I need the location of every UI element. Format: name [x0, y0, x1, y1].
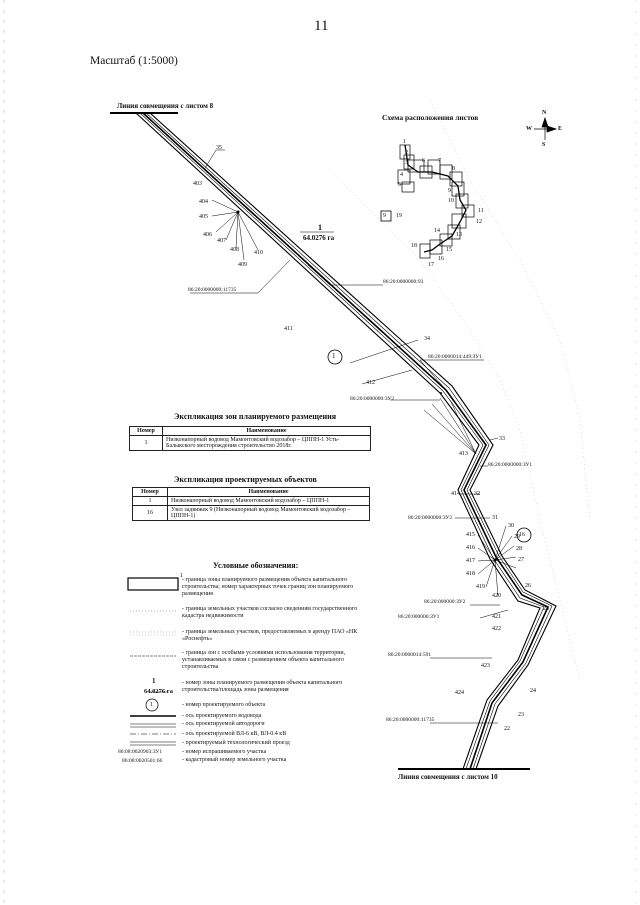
parcel-label: 86:20:0000000:ЗУ2 — [408, 515, 453, 521]
point-label: 414 — [451, 491, 460, 497]
parcel-label: 86:20:0000014:591 — [388, 652, 432, 658]
legend-item: - номер зоны планируемого размещения объекта капитального строительства/площадь зоны размещения — [182, 680, 343, 693]
sheet-number: 8 — [452, 166, 455, 172]
legend-item: - граница зон с особыми условиями использования территории, устанавливаемых в связи с размещением объекта капитального строительства — [182, 650, 346, 670]
point-label: 408 — [230, 247, 239, 253]
bottom-match-label: Линия совмещения с листом 10 — [398, 773, 498, 781]
parcel-label: 86:20:0000000:ЗУ2 — [350, 396, 395, 402]
zone-table-header: Номер — [130, 427, 163, 436]
point-label: 422 — [492, 626, 501, 632]
parcel-label: 86:20:0000000:ЗУ1 — [488, 462, 533, 468]
sheet-number: 16 — [438, 256, 444, 262]
point-label: 29 — [514, 534, 520, 540]
point-label: 413 — [459, 451, 468, 457]
compass-e: E — [558, 126, 563, 132]
sheet-number: 14 — [434, 228, 440, 234]
point-label: 23 — [518, 712, 524, 718]
sheet-number: 9 — [448, 188, 451, 194]
legend-item: - номер проектируемого объекта — [182, 702, 266, 708]
scheme-legend-number: 19 — [396, 213, 402, 219]
point-label: 31 — [492, 515, 498, 521]
sheet-number: 7 — [438, 158, 441, 164]
table-cell: Низконапорный водовод Мамонтовский водозабор – ЦППН-1 — [168, 497, 370, 506]
table-row — [133, 506, 370, 521]
parcel-label: 86:20:000000:ЗУ1 — [398, 614, 440, 620]
objects-table-header: Номер — [133, 488, 168, 497]
legend-item: - кадастровый номер земельного участка — [182, 757, 287, 763]
point-label: 424 — [455, 690, 464, 696]
zone-area: 64.0276 га — [303, 234, 335, 242]
point-label: 419 — [476, 584, 485, 590]
point-label: 411 — [284, 326, 293, 332]
point-label: 34 — [424, 336, 430, 342]
point-label: 417 — [466, 558, 475, 564]
parcel-label: 86:20:000000:ЗУ2 — [424, 599, 466, 605]
point-label: 406 — [203, 232, 212, 238]
point-label: 405 — [199, 214, 208, 220]
table-cell: 16 — [133, 506, 168, 521]
point-label: 33 — [499, 436, 505, 442]
legend-sample-zone-num: 1 — [152, 677, 156, 685]
legend-item: - ось проектируемой автодороги — [182, 721, 265, 727]
point-label: 421 — [492, 614, 501, 620]
point-label: 415 — [466, 532, 475, 538]
point-label: 418 — [466, 571, 475, 577]
page-number: 11 — [314, 18, 329, 34]
point-label: 24 — [530, 688, 536, 694]
table-row — [133, 497, 370, 506]
point-label: 412 — [366, 380, 375, 386]
legend-item: - граница земельных участков согласно сведениям государственного кадастра недвижимости — [182, 606, 358, 619]
legend-sample-cadastral: 86:08:0020501:66 — [122, 758, 163, 764]
sheet-number: 4 — [400, 172, 403, 178]
sheet-number: 18 — [411, 243, 417, 249]
parcel-label: 86:20:0000014:449:ЗУ1 — [428, 354, 482, 360]
zone-number: 1 — [318, 223, 322, 232]
sheet-number: 1 — [403, 139, 406, 145]
sheet-number: 12 — [476, 219, 482, 225]
legend-sample-point: 1 — [180, 573, 183, 579]
object-marker-label: 16 — [519, 532, 525, 538]
point-label: 25 — [543, 606, 549, 612]
point-label: 22 — [504, 726, 510, 732]
sheet-number: 13 — [456, 232, 462, 238]
sheet-number: 11 — [478, 208, 484, 214]
point-label: 416 — [466, 545, 475, 551]
sheet-number: 15 — [446, 247, 452, 253]
point-label: 35 — [216, 145, 222, 151]
point-label: 420 — [492, 593, 501, 599]
scale-label: Масштаб (1:5000) — [90, 55, 178, 67]
legend-item: - граница зоны планируемого размещения объекта капитального строительства; номер характерных точек границ зон планируемого размещения — [182, 577, 354, 597]
table-cell: Низконапорный водовод Мамонтовский водозабор – ЦППН-1 Усть-Балыкского месторождения строительство 2018г. — [163, 436, 371, 451]
compass-n: N — [542, 110, 547, 116]
top-match-label: Линия совмещения с листом 8 — [117, 102, 214, 110]
legend-item: - ось проектируемого водовода — [182, 713, 262, 719]
parcel-label: 86:20:0000000:11735 — [188, 287, 237, 293]
point-label: 32 — [474, 491, 480, 497]
point-label: 28 — [516, 546, 522, 552]
scheme-legend-box: 9 — [383, 213, 386, 219]
legend-item: - ось проектируемой ВЛ-6 кВ, ВЛ-0.4 кВ — [182, 731, 287, 737]
sheet-number: 10 — [448, 198, 454, 204]
sheet-scheme — [381, 145, 474, 258]
point-label: 407 — [217, 238, 226, 244]
legend-item: - номер испрашиваемого участка — [182, 749, 267, 755]
parcel-label: 86:20:0000000:93 — [383, 279, 424, 285]
compass — [534, 118, 556, 140]
point-label: 403 — [193, 181, 202, 187]
sheet-number: 17 — [428, 262, 434, 268]
compass-s: S — [542, 142, 546, 148]
zone-table-title: Экспликация зон планируемого размещения — [174, 412, 337, 421]
zone-table-header: Наименование — [163, 427, 371, 436]
parcel-label: 86:20:0000000:11735 — [386, 717, 435, 723]
table-row — [130, 436, 371, 451]
legend-symbols — [128, 578, 178, 745]
point-label: 27 — [518, 557, 524, 563]
objects-table-title: Экспликация проектируемых объектов — [174, 475, 317, 484]
point-label: 409 — [238, 262, 247, 268]
legend-item: - проектируемый технологический проезд — [182, 740, 290, 746]
scheme-title: Схема расположения листов — [382, 113, 479, 122]
table-cell: 1 — [133, 497, 168, 506]
compass-w: W — [526, 126, 532, 132]
sheet-number: 3 — [405, 160, 408, 166]
legend-sample-request: 86:08:0020903:ЗУ1 — [118, 749, 163, 755]
legend-sample-zone-area: 64.0276 га — [144, 688, 173, 695]
point-label: 410 — [254, 250, 263, 256]
point-label: 404 — [199, 199, 208, 205]
sheet-number: 6 — [422, 158, 425, 164]
point-label: 423 — [481, 663, 490, 669]
object-marker-label: 1 — [332, 352, 336, 360]
zone-table — [129, 426, 371, 451]
legend-sample-marker: 1 — [150, 702, 153, 708]
legend-title: Условные обозначения: — [213, 561, 299, 570]
sheet-number: 5 — [398, 182, 401, 188]
sheet-number: 2 — [405, 150, 408, 156]
table-cell: Узел задвижек 9 (Низконапорный водовод Мамонтовский водозабор – ЦППН-1) — [168, 506, 370, 521]
legend-item: - граница земельных участков, предоставляемых в аренду ПАО «НК «Роснефть» — [182, 629, 358, 642]
objects-table-header: Наименование — [168, 488, 370, 497]
table-cell: 1 — [130, 436, 163, 451]
point-label: 30 — [508, 523, 514, 529]
objects-table — [132, 487, 370, 521]
point-label: 26 — [525, 583, 531, 589]
